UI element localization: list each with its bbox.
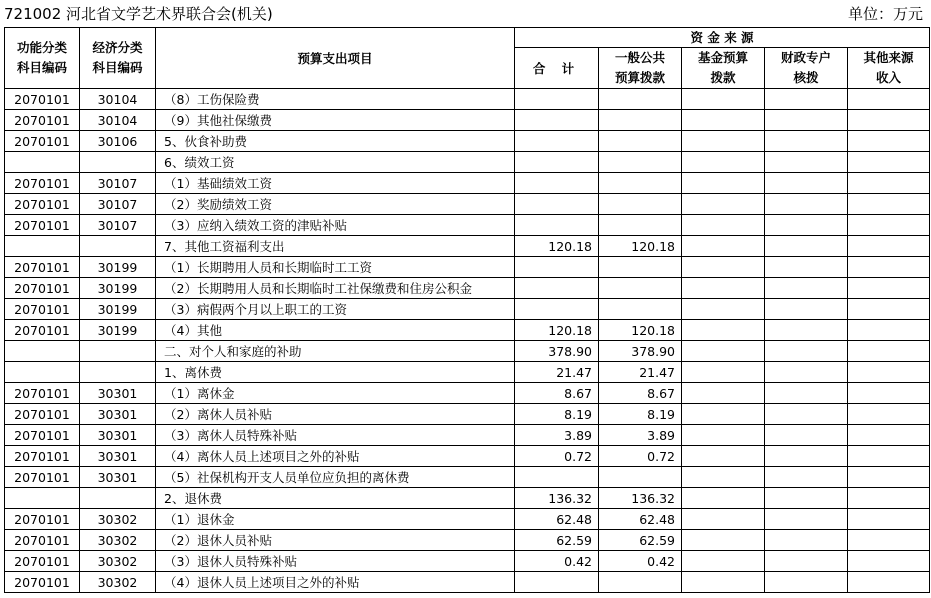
func-code-cell: 2070101	[5, 467, 80, 488]
general-cell: 21.47	[599, 362, 682, 383]
func-code-cell: 2070101	[5, 551, 80, 572]
table-row	[5, 299, 930, 320]
header-func-code-line2: 科目编码	[16, 60, 67, 75]
fund-cell	[682, 320, 765, 341]
header-total-label: 合 计	[532, 60, 581, 76]
special-cell	[765, 404, 848, 425]
econ-code-cell: 30107	[80, 194, 156, 215]
func-code-cell: 2070101	[5, 404, 80, 425]
other-cell	[848, 194, 930, 215]
fund-cell	[682, 173, 765, 194]
econ-code-cell: 30199	[80, 278, 156, 299]
item-cell: （1）基础绩效工资	[156, 173, 515, 194]
item-cell: 5、伙食补助费	[156, 131, 515, 152]
func-code-cell: 2070101	[5, 572, 80, 593]
fund-cell	[682, 488, 765, 509]
table-row	[5, 509, 930, 530]
header-fund-line2: 拨款	[710, 70, 736, 85]
other-cell	[848, 89, 930, 110]
total-cell	[515, 110, 599, 131]
item-cell: （1）离休金	[156, 383, 515, 404]
total-cell	[515, 278, 599, 299]
econ-code-cell: 30107	[80, 173, 156, 194]
other-cell	[848, 383, 930, 404]
special-cell	[765, 509, 848, 530]
budget-table	[4, 27, 930, 593]
general-cell: 8.67	[599, 383, 682, 404]
table-row	[5, 89, 930, 110]
table-row	[5, 572, 930, 593]
total-cell: 0.42	[515, 551, 599, 572]
special-cell	[765, 488, 848, 509]
fund-cell	[682, 236, 765, 257]
general-cell	[599, 467, 682, 488]
special-cell	[765, 383, 848, 404]
general-cell	[599, 194, 682, 215]
other-cell	[848, 467, 930, 488]
other-cell	[848, 152, 930, 173]
special-cell	[765, 131, 848, 152]
item-cell: 2、退休费	[156, 488, 515, 509]
econ-code-cell: 30106	[80, 131, 156, 152]
item-cell: （2）离休人员补贴	[156, 404, 515, 425]
econ-code-cell: 30104	[80, 110, 156, 131]
item-cell: （9）其他社保缴费	[156, 110, 515, 131]
total-cell: 62.59	[515, 530, 599, 551]
table-row	[5, 194, 930, 215]
special-cell	[765, 173, 848, 194]
special-cell	[765, 467, 848, 488]
general-cell: 0.42	[599, 551, 682, 572]
total-cell: 62.48	[515, 509, 599, 530]
other-cell	[848, 551, 930, 572]
table-row	[5, 278, 930, 299]
special-cell	[765, 425, 848, 446]
econ-code-cell: 30301	[80, 446, 156, 467]
general-cell	[599, 110, 682, 131]
total-cell	[515, 572, 599, 593]
table-row	[5, 236, 930, 257]
other-cell	[848, 278, 930, 299]
table-row	[5, 320, 930, 341]
general-cell: 120.18	[599, 236, 682, 257]
func-code-cell: 2070101	[5, 509, 80, 530]
other-cell	[848, 215, 930, 236]
special-cell	[765, 362, 848, 383]
item-cell: 二、对个人和家庭的补助	[156, 341, 515, 362]
other-cell	[848, 257, 930, 278]
func-code-cell: 2070101	[5, 131, 80, 152]
total-cell: 136.32	[515, 488, 599, 509]
other-cell	[848, 530, 930, 551]
fund-cell	[682, 110, 765, 131]
header-special-line2: 核拨	[793, 70, 819, 85]
general-cell	[599, 215, 682, 236]
total-cell	[515, 194, 599, 215]
general-cell	[599, 278, 682, 299]
general-cell: 378.90	[599, 341, 682, 362]
general-cell: 62.59	[599, 530, 682, 551]
header-other-line2: 收入	[876, 70, 902, 85]
special-cell	[765, 236, 848, 257]
header-special	[765, 48, 848, 89]
special-cell	[765, 299, 848, 320]
general-cell	[599, 173, 682, 194]
table-row	[5, 383, 930, 404]
other-cell	[848, 110, 930, 131]
func-code-cell: 2070101	[5, 194, 80, 215]
special-cell	[765, 110, 848, 131]
special-cell	[765, 89, 848, 110]
econ-code-cell: 30302	[80, 572, 156, 593]
other-cell	[848, 425, 930, 446]
func-code-cell: 2070101	[5, 215, 80, 236]
general-cell: 62.48	[599, 509, 682, 530]
table-row	[5, 530, 930, 551]
special-cell	[765, 152, 848, 173]
special-cell	[765, 194, 848, 215]
total-cell: 120.18	[515, 236, 599, 257]
fund-cell	[682, 383, 765, 404]
other-cell	[848, 320, 930, 341]
fund-cell	[682, 257, 765, 278]
other-cell	[848, 572, 930, 593]
special-cell	[765, 215, 848, 236]
func-code-cell: 2070101	[5, 530, 80, 551]
econ-code-cell: 30301	[80, 404, 156, 425]
other-cell	[848, 173, 930, 194]
item-cell: （3）退休人员特殊补贴	[156, 551, 515, 572]
special-cell	[765, 278, 848, 299]
header-general-line2: 预算拨款	[614, 70, 665, 85]
general-cell	[599, 257, 682, 278]
table-row	[5, 110, 930, 131]
item-cell: （2）奖励绩效工资	[156, 194, 515, 215]
table-row	[5, 173, 930, 194]
general-cell: 136.32	[599, 488, 682, 509]
header-func-code	[5, 28, 80, 89]
fund-cell	[682, 278, 765, 299]
special-cell	[765, 341, 848, 362]
fund-cell	[682, 509, 765, 530]
item-cell: （3）病假两个月以上职工的工资	[156, 299, 515, 320]
item-cell: 7、其他工资福利支出	[156, 236, 515, 257]
fund-cell	[682, 215, 765, 236]
total-cell: 120.18	[515, 320, 599, 341]
fund-cell	[682, 425, 765, 446]
econ-code-cell: 30302	[80, 551, 156, 572]
econ-code-cell: 30199	[80, 320, 156, 341]
header-special-line1: 财政专户	[780, 50, 831, 65]
econ-code-cell	[80, 152, 156, 173]
fund-cell	[682, 194, 765, 215]
item-cell: 1、离休费	[156, 362, 515, 383]
econ-code-cell: 30107	[80, 215, 156, 236]
func-code-cell: 2070101	[5, 110, 80, 131]
item-cell: （1）退休金	[156, 509, 515, 530]
item-cell: （3）应纳入绩效工资的津贴补贴	[156, 215, 515, 236]
func-code-cell: 2070101	[5, 383, 80, 404]
general-cell	[599, 299, 682, 320]
econ-code-cell: 30301	[80, 425, 156, 446]
econ-code-cell: 30301	[80, 383, 156, 404]
econ-code-cell: 30302	[80, 530, 156, 551]
header-func-code-line1: 功能分类	[16, 40, 67, 55]
item-cell: （8）工伤保险费	[156, 89, 515, 110]
header-other-line1: 其他来源	[863, 50, 914, 65]
item-cell: （4）退休人员上述项目之外的补贴	[156, 572, 515, 593]
func-code-cell: 2070101	[5, 299, 80, 320]
func-code-cell	[5, 362, 80, 383]
econ-code-cell: 30301	[80, 467, 156, 488]
item-cell: （2）退休人员补贴	[156, 530, 515, 551]
fund-cell	[682, 551, 765, 572]
special-cell	[765, 551, 848, 572]
func-code-cell: 2070101	[5, 278, 80, 299]
total-cell	[515, 152, 599, 173]
func-code-cell: 2070101	[5, 320, 80, 341]
other-cell	[848, 362, 930, 383]
fund-cell	[682, 152, 765, 173]
general-cell	[599, 572, 682, 593]
econ-code-cell	[80, 488, 156, 509]
page-title: 721002 河北省文学艺术界联合会(机关)	[4, 5, 273, 23]
header-other	[848, 48, 930, 89]
special-cell	[765, 530, 848, 551]
special-cell	[765, 572, 848, 593]
fund-cell	[682, 530, 765, 551]
item-cell: （3）离休人员特殊补贴	[156, 425, 515, 446]
general-cell: 8.19	[599, 404, 682, 425]
other-cell	[848, 341, 930, 362]
func-code-cell: 2070101	[5, 257, 80, 278]
fund-cell	[682, 362, 765, 383]
fund-cell	[682, 341, 765, 362]
total-cell	[515, 467, 599, 488]
general-cell: 0.72	[599, 446, 682, 467]
fund-cell	[682, 89, 765, 110]
header-econ-code	[80, 28, 156, 89]
table-row	[5, 341, 930, 362]
other-cell	[848, 488, 930, 509]
func-code-cell: 2070101	[5, 173, 80, 194]
header-fund-line1: 基金预算	[697, 50, 748, 65]
table-row	[5, 551, 930, 572]
econ-code-cell: 30302	[80, 509, 156, 530]
total-cell: 3.89	[515, 425, 599, 446]
general-cell	[599, 89, 682, 110]
special-cell	[765, 446, 848, 467]
table-row	[5, 446, 930, 467]
general-cell	[599, 131, 682, 152]
table-row	[5, 257, 930, 278]
func-code-cell	[5, 236, 80, 257]
header-total	[515, 48, 599, 89]
other-cell	[848, 131, 930, 152]
other-cell	[848, 509, 930, 530]
header-source-group: 资 金 来 源	[515, 28, 930, 48]
total-cell	[515, 257, 599, 278]
econ-code-cell: 30199	[80, 257, 156, 278]
total-cell: 378.90	[515, 341, 599, 362]
total-cell	[515, 215, 599, 236]
item-cell: （4）离休人员上述项目之外的补贴	[156, 446, 515, 467]
total-cell	[515, 131, 599, 152]
other-cell	[848, 446, 930, 467]
table-row	[5, 488, 930, 509]
item-cell: （4）其他	[156, 320, 515, 341]
fund-cell	[682, 299, 765, 320]
table-row	[5, 467, 930, 488]
total-cell: 8.67	[515, 383, 599, 404]
header-general	[599, 48, 682, 89]
item-cell: （2）长期聘用人员和长期临时工社保缴费和住房公积金	[156, 278, 515, 299]
func-code-cell	[5, 488, 80, 509]
total-cell: 0.72	[515, 446, 599, 467]
header-fund	[682, 48, 765, 89]
econ-code-cell: 30199	[80, 299, 156, 320]
header-general-line1: 一般公共	[614, 50, 665, 65]
table-row	[5, 215, 930, 236]
table-row	[5, 131, 930, 152]
econ-code-cell: 30104	[80, 89, 156, 110]
econ-code-cell	[80, 236, 156, 257]
special-cell	[765, 257, 848, 278]
general-cell	[599, 152, 682, 173]
header-econ-code-line1: 经济分类	[92, 40, 143, 55]
func-code-cell	[5, 152, 80, 173]
item-cell: （5）社保机构开支人员单位应负担的离休费	[156, 467, 515, 488]
general-cell: 120.18	[599, 320, 682, 341]
special-cell	[765, 320, 848, 341]
total-cell	[515, 299, 599, 320]
table-body	[5, 89, 930, 593]
table-row	[5, 404, 930, 425]
table-row	[5, 425, 930, 446]
header-econ-code-line2: 科目编码	[92, 60, 143, 75]
total-cell	[515, 89, 599, 110]
total-cell: 21.47	[515, 362, 599, 383]
other-cell	[848, 299, 930, 320]
general-cell: 3.89	[599, 425, 682, 446]
item-cell: （1）长期聘用人员和长期临时工工资	[156, 257, 515, 278]
header-item: 预算支出项目	[156, 28, 515, 89]
func-code-cell: 2070101	[5, 425, 80, 446]
econ-code-cell	[80, 341, 156, 362]
item-cell: 6、绩效工资	[156, 152, 515, 173]
fund-cell	[682, 467, 765, 488]
total-cell	[515, 173, 599, 194]
table-row	[5, 362, 930, 383]
other-cell	[848, 236, 930, 257]
other-cell	[848, 404, 930, 425]
func-code-cell	[5, 341, 80, 362]
fund-cell	[682, 404, 765, 425]
total-cell: 8.19	[515, 404, 599, 425]
func-code-cell: 2070101	[5, 89, 80, 110]
fund-cell	[682, 572, 765, 593]
fund-cell	[682, 131, 765, 152]
fund-cell	[682, 446, 765, 467]
unit-label: 单位：万元	[847, 5, 923, 23]
table-row	[5, 152, 930, 173]
func-code-cell: 2070101	[5, 446, 80, 467]
econ-code-cell	[80, 362, 156, 383]
